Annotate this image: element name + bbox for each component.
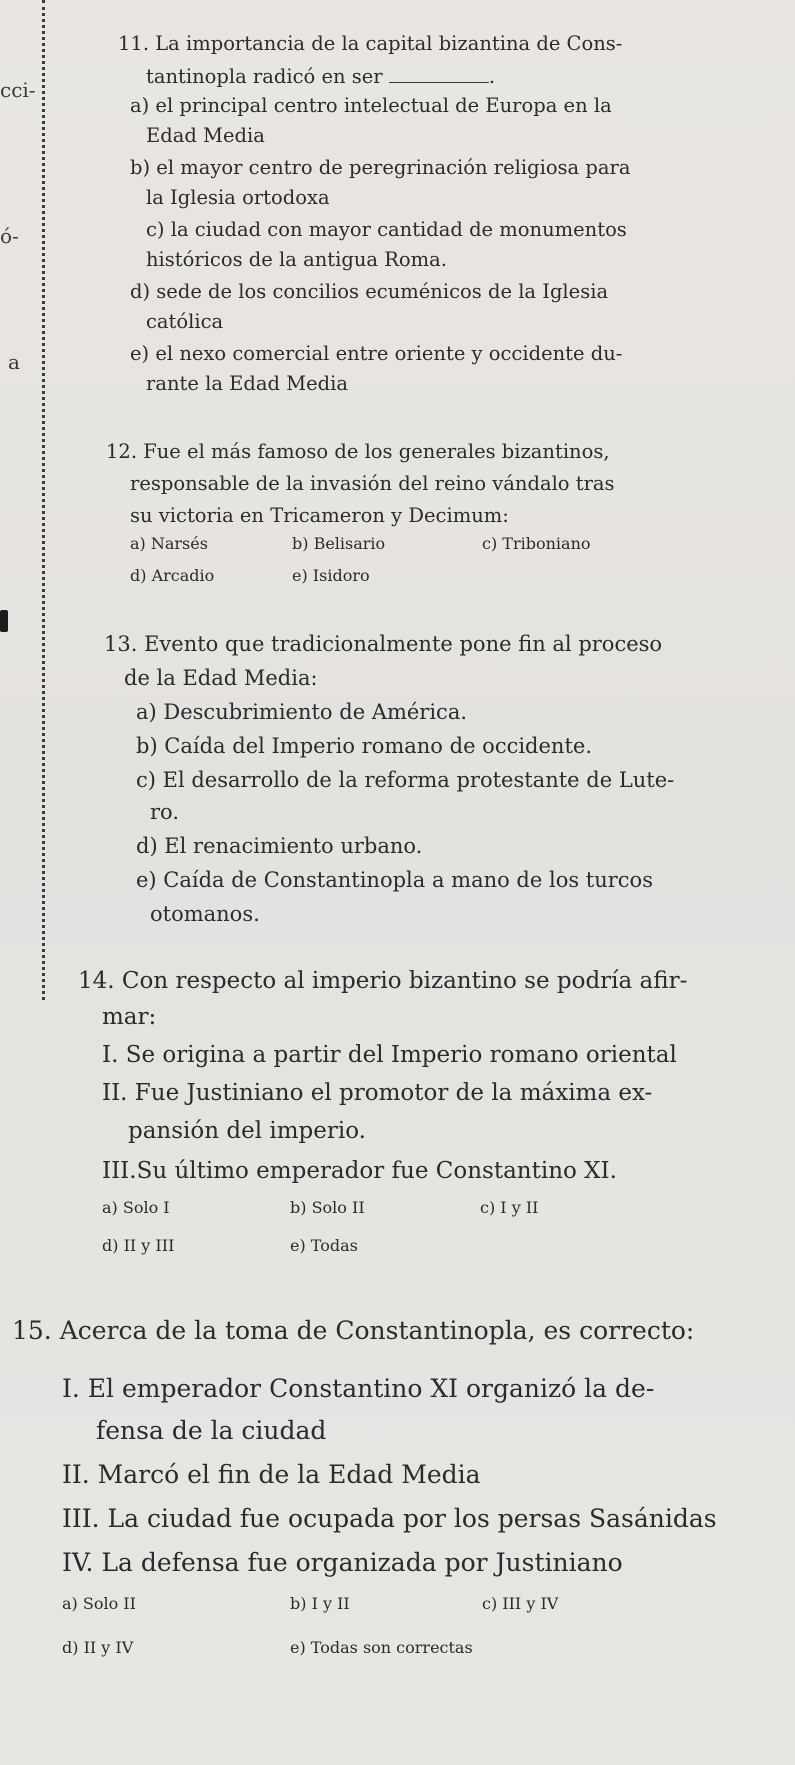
question-15-line-1: 15. Acerca de la toma de Constantinopla, es correcto: xyxy=(12,1316,695,1345)
q14-statement-2-line-1: II. Fue Justiniano el promotor de la máxima ex- xyxy=(102,1080,653,1106)
q11-option-a-line-2: Edad Media xyxy=(146,124,265,147)
q14-option-b[interactable]: b) Solo II xyxy=(290,1198,365,1217)
q14-option-d[interactable]: d) II y III xyxy=(102,1236,175,1255)
q14-option-c[interactable]: c) I y II xyxy=(480,1198,539,1217)
q15-option-e[interactable]: e) Todas son correctas xyxy=(290,1638,473,1657)
q12-option-c[interactable]: c) Triboniano xyxy=(482,534,591,553)
q13-option-b[interactable]: b) Caída del Imperio romano de occidente. xyxy=(136,734,592,758)
question-12-line-3: su victoria en Tricameron y Decimum: xyxy=(130,504,509,527)
margin-fragment-2: ó- xyxy=(0,224,19,248)
q12-option-b[interactable]: b) Belisario xyxy=(292,534,386,553)
margin-fragment-1: cci- xyxy=(0,78,36,102)
q15-statement-1-line-1: I. El emperador Constantino XI organizó la de- xyxy=(62,1374,655,1403)
q11-option-d-line-1[interactable]: d) sede de los concilios ecuménicos de la Iglesia xyxy=(130,280,609,303)
q11-option-d-line-2: católica xyxy=(146,310,224,333)
q11-option-a-line-1[interactable]: a) el principal centro intelectual de Europa en la xyxy=(130,94,612,117)
q13-option-c-line-1[interactable]: c) El desarrollo de la reforma protestante de Lute- xyxy=(136,768,675,792)
q14-statement-2-line-2: pansión del imperio. xyxy=(128,1118,366,1144)
q14-statement-3: III.Su último emperador fue Constantino XI. xyxy=(102,1158,617,1184)
q15-option-a[interactable]: a) Solo II xyxy=(62,1594,136,1613)
q15-option-d[interactable]: d) II y IV xyxy=(62,1638,134,1657)
q12-option-a[interactable]: a) Narsés xyxy=(130,534,208,553)
page-edge-shadow xyxy=(0,610,8,632)
question-12-line-1: 12. Fue el más famoso de los generales bizantinos, xyxy=(106,440,610,463)
q13-option-c-line-2: ro. xyxy=(150,800,179,824)
q11-option-b-line-2: la Iglesia ortodoxa xyxy=(146,186,330,209)
q11-option-b-line-1[interactable]: b) el mayor centro de peregrinación religiosa para xyxy=(130,156,631,179)
question-11-line-2-end: . xyxy=(488,65,496,88)
question-11-line-2-text: tantinopla radicó en ser xyxy=(146,65,383,88)
q11-option-c-line-2: históricos de la antigua Roma. xyxy=(146,248,447,271)
q15-statement-2: II. Marcó el fin de la Edad Media xyxy=(62,1460,481,1489)
q11-option-e-line-2: rante la Edad Media xyxy=(146,372,349,395)
question-13-line-1: 13. Evento que tradicionalmente pone fin al proceso xyxy=(104,632,663,656)
question-11-line-1: 11. La importancia de la capital bizantina de Cons- xyxy=(118,32,623,55)
q14-option-e[interactable]: e) Todas xyxy=(290,1236,358,1255)
q15-option-c[interactable]: c) III y IV xyxy=(482,1594,559,1613)
q13-option-a[interactable]: a) Descubrimiento de América. xyxy=(136,700,468,724)
q13-option-e-line-2: otomanos. xyxy=(150,902,260,926)
q13-option-e-line-1[interactable]: e) Caída de Constantinopla a mano de los turcos xyxy=(136,868,653,892)
answer-blank[interactable] xyxy=(389,66,489,83)
question-12-line-2: responsable de la invasión del reino vándalo tras xyxy=(130,472,615,495)
q12-option-e[interactable]: e) Isidoro xyxy=(292,566,370,585)
margin-dotted-line xyxy=(42,0,45,1000)
margin-fragment-3: a xyxy=(8,350,20,374)
q15-statement-4: IV. La defensa fue organizada por Justiniano xyxy=(62,1548,623,1577)
q12-option-d[interactable]: d) Arcadio xyxy=(130,566,215,585)
q11-option-c-line-1[interactable]: c) la ciudad con mayor cantidad de monumentos xyxy=(146,218,627,241)
question-13-line-2: de la Edad Media: xyxy=(124,666,318,690)
q15-option-b[interactable]: b) I y II xyxy=(290,1594,350,1613)
question-11-line-2 xyxy=(146,66,495,87)
q13-option-d[interactable]: d) El renacimiento urbano. xyxy=(136,834,423,858)
question-14-line-1: 14. Con respecto al imperio bizantino se podría afir- xyxy=(78,968,688,994)
q14-statement-1: I. Se origina a partir del Imperio romano oriental xyxy=(102,1042,677,1068)
q14-option-a[interactable]: a) Solo I xyxy=(102,1198,170,1217)
q15-statement-1-line-2: fensa de la ciudad xyxy=(96,1416,327,1445)
q15-statement-3: III. La ciudad fue ocupada por los persas Sasánidas xyxy=(62,1504,717,1533)
question-14-line-2: mar: xyxy=(102,1004,157,1030)
q11-option-e-line-1[interactable]: e) el nexo comercial entre oriente y occidente du- xyxy=(130,342,623,365)
